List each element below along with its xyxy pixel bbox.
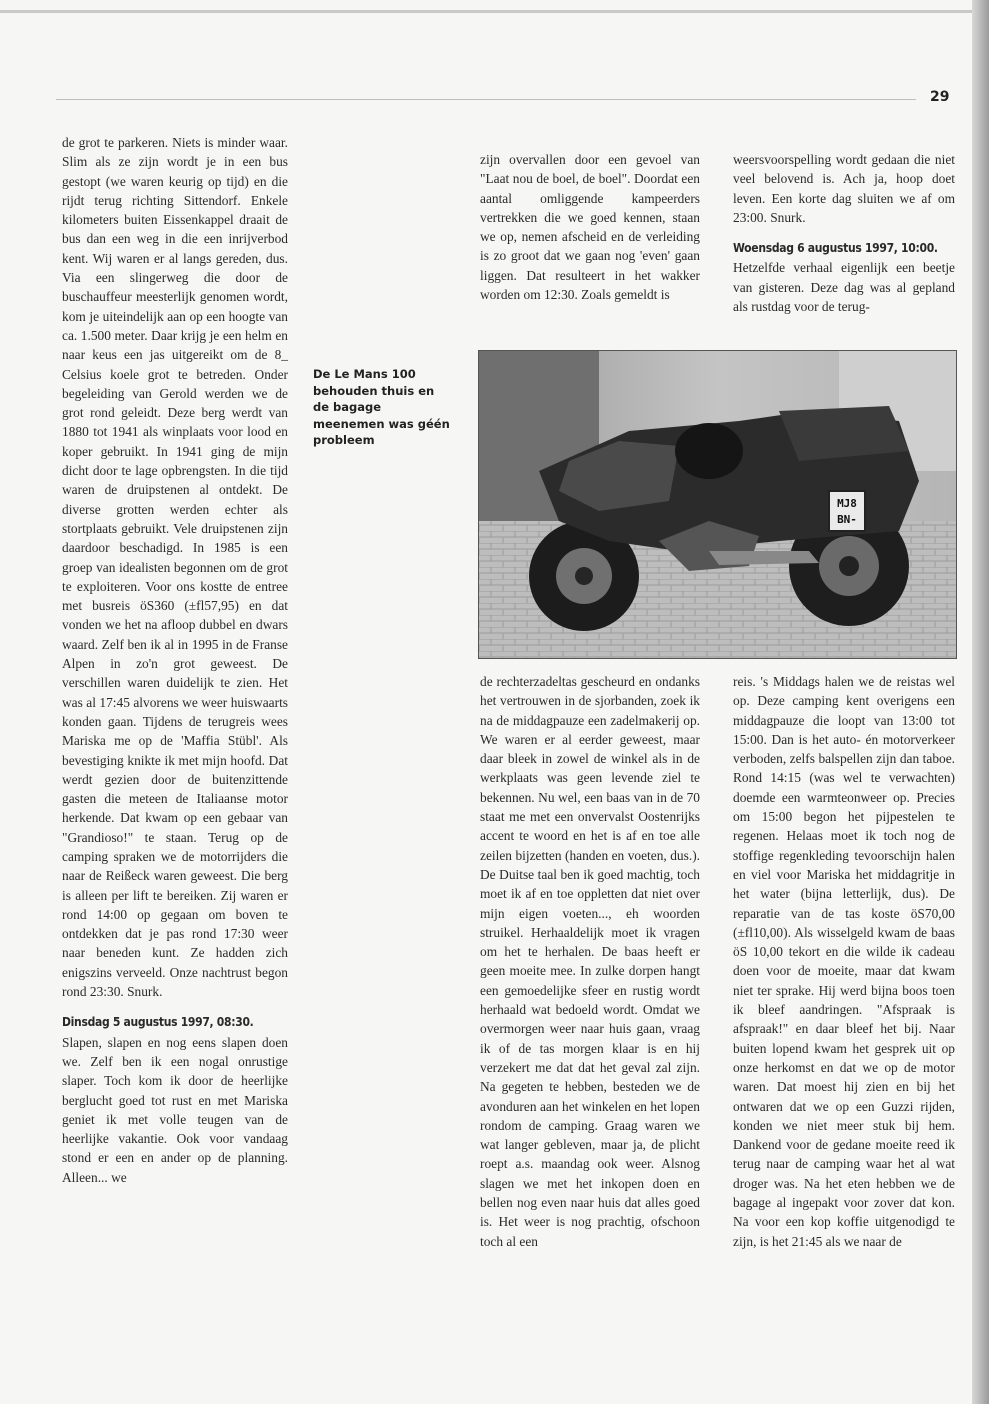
column-1-paragraph: de grot te parkeren. Niets is minder waar. Slim als ze zijn wordt je in een bus gestopt (we waren keurig op tijd) en die rijdt terug richting Sittendorf. Enkele kilometers buiten Eissenkappel draait de bus dan een weg in die een inrijverbod kent. Wij waren er al langs gereden, dus. Via een slingerweg die door de buschauffeur meesterlijk genomen wordt, kom je uiteindelijk aan op een hoogte van ca. 1.500 meter. Daar krijg je een helm en naar keus een jas uitgereikt om de 8_ Celsius koele grot te betreden. Onder begeleiding van Gerold werden we de grot rond geleidt. Deze berg werdt van 1880 tot 1941 als winplaats voor lood en koper gebruikt. In 1941 ging de mijn dicht door te lage opbrengsten. In die tijd waren de druipstenen al ontdekt. De diverse grotten werden echter als stortplaats gebruikt. Vele druipstenen zijn daardoor beschadigd. In 1985 is een groep van idealisten begonnen om de grot te exploiteren. Voor ons kostte de entree met busreis öS360 (±fl57,95) en dat vonden we het na afloop dubbel en dwars waard. Zelf ben ik al in 1995 in de Franse Alpen in zo'n grot geweest. De verschillen waren duidelijk te zien. Het was al 17:45 alvorens we weer huiswaarts konden gaan. Tijdens de terugreis wees Mariska me op de 'Maffia Stübl'. Als bevestiging knikte ik met mijn hoofd. Dat werdt gezien door de buitenzittende gasten die meteen de Italiaanse motor herkende. Dat kwam op een gebaar van "Grandioso!" te staan. Terug op de camping spraken we de motorrijders die naar de Reißeck waren geweest. Die berg is alleen per lift te bereiken. Zij waren er rond 14:00 op gegaan om boven te ontdekken dat je pas rond 17:30 weer naar beneden kunt. Ze hadden zich enigszins verveeld. Onze nachtrust begon rond 23:30. Snurk. bbox=[62, 135, 288, 1000]
page-number: 29 bbox=[930, 89, 950, 105]
column-4-bottom-paragraph: reis. 's Middags halen we de reistas wel op. Deze camping kent overigens een middagpauze die loopt van 13:00 tot 15:00. Dan is het auto- én motorverkeer verboden, zelfs balspellen zijn dan taboe. Rond 14:15 (was wel te verwachten) doemde een warmteonweer op. Precies om 15:00 begon het pijpestelen te regenen. Helaas moet ik toch nog de stoffige regenkleding tevoorschijn halen en viel voor Mariska het middagritje in het water (bijna letterlijk, dus). De reparatie van de tas koste öS70,00 (±fl10,00). Als wisselgeld kwam de baas öS 10,00 tekort en die wilde ik cadeau doen voor de moeite, maar dat kwam niet ter sprake. Hij werd bijna boos toen ik bleef aandringen. "Afspraak is afspraak!" en daar bleef het bij. Naar buiten lopend kwam het gesprek uit op onze herkomst en dat we op de motor waren. Dat moest hij zien en bij het ontwaren dat we op een Guzzi rijden, konden we niet meer stuk bij hem. Dankend voor de gedane moeite reed ik terug naar de camping waar het al wat droger was. Na het eten hebben we de bagage al ingepakt voor zover dat kon. Na voor een kop koffie uitgenodigd te zijn, is het 21:45 als we naar de bbox=[733, 674, 955, 1249]
column-4-top-paragraph-2: Hetzelfde verhaal eigenlijk een beetje van gisteren. Deze dag was al gepland als rustdag voor de terug- bbox=[733, 260, 955, 315]
top-scan-border bbox=[0, 10, 975, 13]
column-3-bottom-paragraph: de rechterzadeltas gescheurd en ondanks het vertrouwen in de sjorbanden, zoek ik na de middagpauze een zadelmakerij op. We waren er al eerder geweest, maar daar bleek in zowel de winkel als in de werkplaats was geen levende ziel te bekennen. Nu wel, een baas van in de 70 staat me met een onvervalst Oostenrijks accent te woord en het is af en toe alle zeilen bijzetten (handen en voeten, dus.). De Duitse taal ben ik goed machtig, toch moet ik af en toe oppletten dat niet over mijn eigen voeten..., eh woorden struikel. Herhaaldelijk moet ik vragen om het te herhalen. De baas heeft er geen moeite mee. In zulke dorpen hangt een gemoedelijke sfeer en rustig wordt herhaald wat bedoeld wordt. Omdat we overmorgen weer naar huis gaan, vraag ik of de tas morgen klaar is en hij verzekert me dat dat het geval zal zijn. Na gegeten te hebben, besteden we de avonduren aan het winkelen en het lopen rondom de camping. Graag waren we wat langer gebleven, maar ja, de plicht roept a.s. maandag ook weer. Alsnog slagen we met het inkopen doen en bellen nog even naar huis dat alles goed is. Het weer is nog prachtig, ofschoon toch al een bbox=[480, 674, 700, 1249]
page-edge-shadow bbox=[972, 0, 989, 1404]
license-plate-line-2: BN- bbox=[837, 513, 857, 526]
photo-caption: De Le Mans 100 behouden thuis en de bagage meenemen was géén probleem bbox=[313, 367, 450, 447]
column-3-top-paragraph: zijn overvallen door een gevoel van "Laat nou de boel, de boel". Doordat een aantal omliggende kampeerders vertrekken die we goed kennen, staan we op, nemen afscheid en de verleiding is zo groot dat we gaan nog 'even' gaan liggen. Dat resulteert in het wakker worden om 12:30. Zoals gemeldt is bbox=[480, 152, 700, 303]
column-4-top-paragraph: weersvoorspelling wordt gedaan die niet veel belovend is. Ach ja, hoop doet leven. Een korte dag sluiten we af om 23:00. Snurk. bbox=[733, 152, 955, 225]
column-1 bbox=[62, 133, 288, 1187]
motorcycle-icon bbox=[479, 351, 956, 658]
column-1-paragraph-2: Slapen, slapen en nog eens slapen doen we. Zelf ben ik een nogal onrustige slaper. Toch kom ik door de heerlijke berglucht goed tot rust en met Mariska geniet ik met volle teugen van de heerlijke vakantie. Ook voor vandaag stond er een en ander op de planning. Alleen... we bbox=[62, 1034, 288, 1185]
diary-heading-dinsdag: Dinsdag 5 augustus 1997, 08:30. bbox=[62, 1015, 254, 1030]
column-3-top bbox=[480, 150, 700, 304]
column-4-top bbox=[733, 150, 955, 316]
motorcycle-photo bbox=[478, 350, 957, 659]
column-3-bottom bbox=[480, 672, 700, 1251]
diary-heading-woensdag: Woensdag 6 augustus 1997, 10:00. bbox=[733, 241, 938, 256]
column-4-bottom bbox=[733, 672, 955, 1251]
license-plate-line-1: MJ8 bbox=[837, 497, 857, 510]
header-rule bbox=[56, 99, 916, 100]
